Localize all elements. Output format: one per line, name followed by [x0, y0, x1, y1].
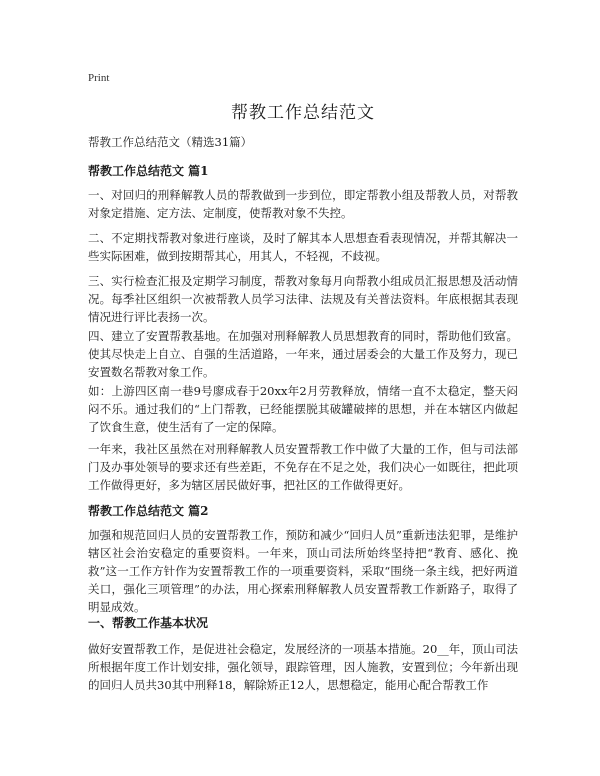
section-heading-1: 帮教工作总结范文 篇1 — [88, 164, 209, 178]
paragraph: 三、实行检查汇报及定期学习制度，帮教对象每月向帮教小组成员汇报思想及活动情况。每季社区组织一次被帮教人员学习法律、法规及有关普法资料。年底根据其表现情况进行评比表扬一次。 — [88, 274, 518, 324]
paragraph: 做好安置帮教工作，是促进社会稳定，发展经济的一项基本措施。20__年，顶山司法所根据年度工作计划安排，强化领导，跟踪管理，因人施教，安置到位；今年新出现的回归人员共30其中刑释18，解除矫正12人，思想稳定，能用心配合帮教工作 — [88, 642, 518, 692]
document-subtitle: 帮教工作总结范文（精选31篇） — [88, 135, 253, 149]
paragraph: 二、不定期找帮教对象进行座谈，及时了解其本人思想查看表现情况，并帮其解决一些实际困难，做到按期帮其心，用其人，不轻视，不歧视。 — [88, 231, 518, 263]
section-heading-3: 一、帮教工作基本状况 — [88, 616, 209, 630]
document-title: 帮教工作总结范文 — [231, 103, 375, 123]
print-label[interactable]: Print — [88, 72, 110, 84]
paragraph: 加强和规范回归人员的安置帮教工作，预防和减少“回归人员”重新违法犯罪，是维护辖区社会治安稳定的重要资料。一年来，顶山司法所始终坚持把“教育、感化、挽救”这一工作方针作为安置帮教工作的一项重要资料，采取“围绕一条主线，把好两道关口，强化三项管理”的办法，用心探索刑释解教人员安置帮教工作新路子，取得了明显成效。 — [88, 528, 518, 614]
paragraph: 如：上游四区南一巷9号廖成春于20xx年2月劳教释放，情绪一直不太稳定，整天闷闷不乐。通过我们的“上门帮教，已经能摆脱其破罐破摔的思想，并在本辖区内做起了饮食生意，使生活有了一定的保障。 — [88, 384, 518, 434]
section-heading-2: 帮教工作总结范文 篇2 — [88, 504, 209, 518]
paragraph: 一年来，我社区虽然在对刑释解教人员安置帮教工作中做了大量的工作，但与司法部门及办事处领导的要求还有些差距，不免存在不足之处，我们决心一如既往，把此项工作做得更好，多为辖区居民做好事，把社区的工作做得更好。 — [88, 442, 518, 492]
paragraph: 一、对回归的刑释解教人员的帮教做到一步到位，即定帮教小组及帮教人员，对帮教对象定措施、定方法、定制度，使帮教对象不失控。 — [88, 188, 518, 220]
paragraph: 四、建立了安置帮教基地。在加强对刑释解教人员思想教育的同时，帮助他们致富。使其尽快走上自立、自强的生活道路，一年来，通过居委会的大量工作及努力，现已安置数名帮教对象工作。 — [88, 329, 518, 379]
